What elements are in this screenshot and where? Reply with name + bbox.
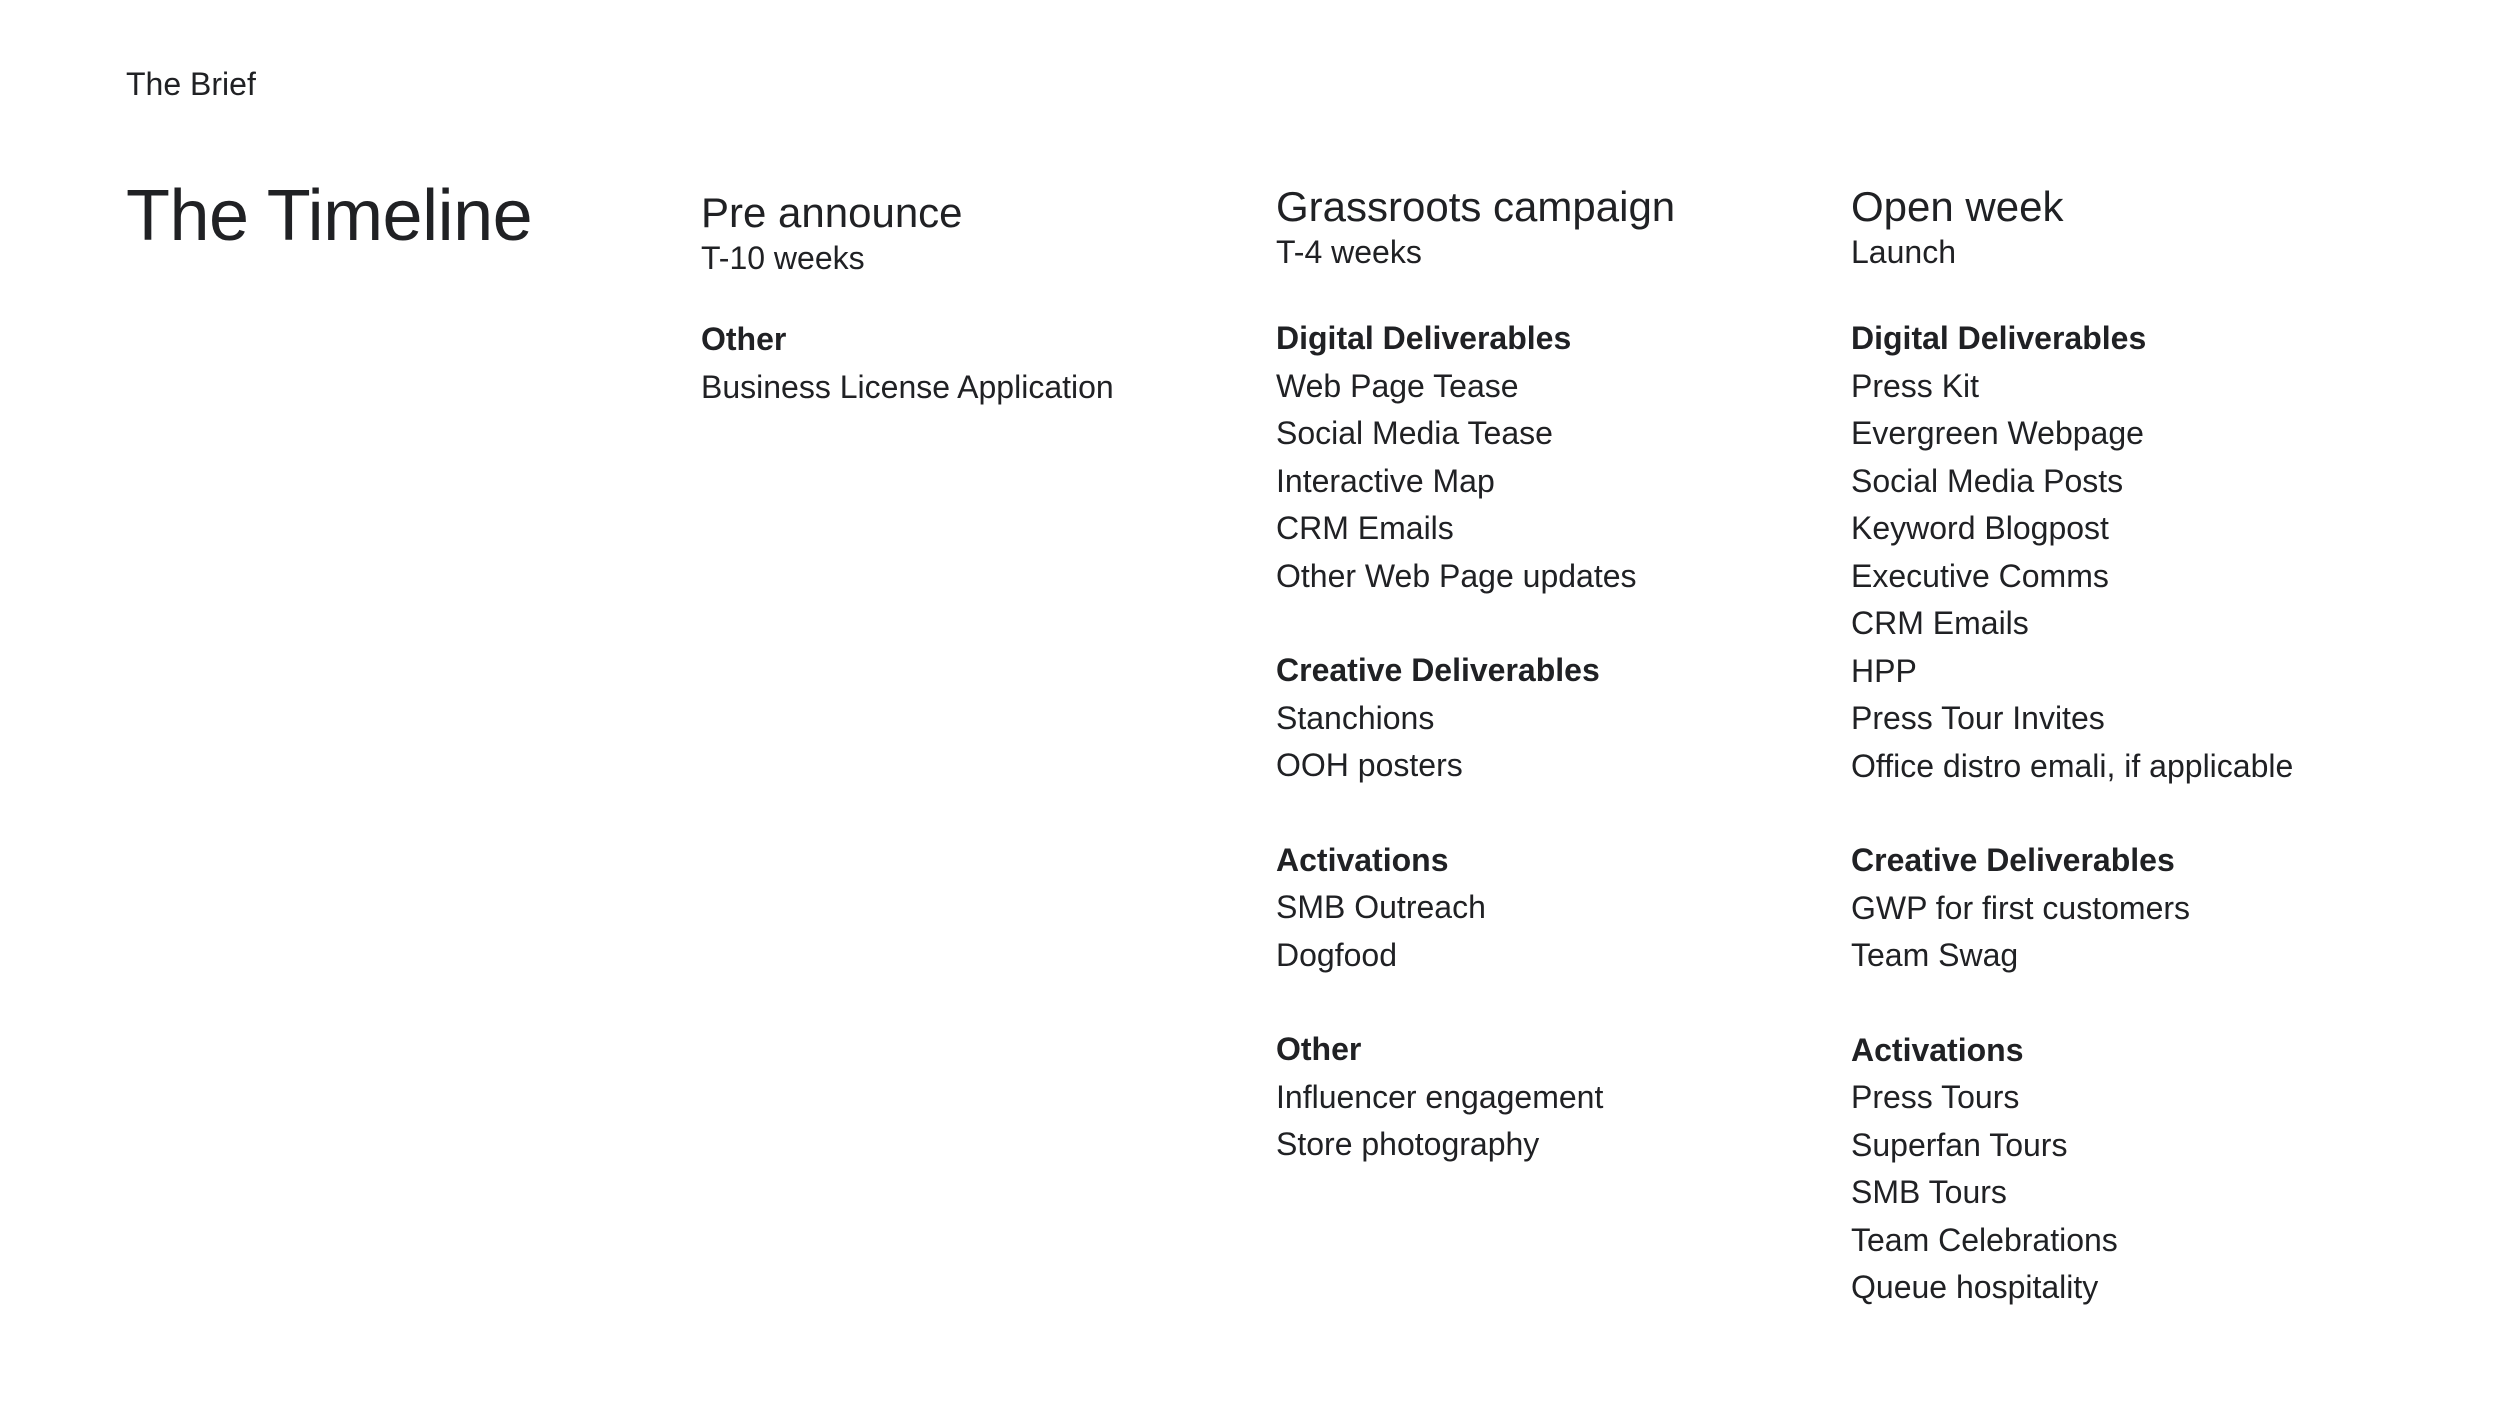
phase-subtitle: T-4 weeks (1276, 234, 1422, 270)
section-title: Digital Deliverables (1851, 320, 2147, 356)
list-item: Press Tours (1851, 1079, 2020, 1115)
list-item: Web Page Tease (1276, 367, 1519, 404)
phase-subtitle: Launch (1851, 234, 1956, 270)
section-other (1276, 1026, 1816, 1169)
phase-pre-announce (701, 188, 1241, 411)
list-item: Executive Comms (1851, 557, 2109, 594)
list-item: Team Celebrations (1851, 1221, 2118, 1258)
list-item: Store photography (1276, 1126, 1540, 1162)
section-title: Creative Deliverables (1851, 842, 2175, 878)
phase-subtitle: T-10 weeks (701, 240, 865, 276)
list-item: Stanchions (1276, 699, 1435, 736)
page-title: The Timeline (126, 176, 533, 256)
section-title: Activations (1851, 1031, 2024, 1068)
section-title: Digital Deliverables (1276, 320, 1572, 356)
phase-grassroots-campaign (1276, 182, 1816, 1169)
section-other (701, 316, 1241, 411)
list-item: GWP for first customers (1851, 889, 2191, 926)
phase-title: Grassroots campaign (1276, 183, 1676, 230)
list-item: Press Tour Invites (1851, 700, 2105, 736)
section-items (1276, 1074, 1816, 1169)
list-item: Other Web Page updates (1276, 557, 1637, 594)
section-digital-deliverables (1851, 315, 2391, 790)
list-item: Dogfood (1276, 936, 1397, 973)
section-items (1276, 884, 1816, 979)
list-item: SMB Outreach (1276, 889, 1486, 925)
section-creative-deliverables (1276, 647, 1816, 790)
list-item: SMB Tours (1851, 1174, 2007, 1210)
list-item: Business License Application (701, 368, 1114, 405)
list-item: Social Media Posts (1851, 462, 2124, 499)
section-items (701, 364, 1241, 412)
section-title: Other (1276, 1031, 1362, 1067)
list-item: Superfan Tours (1851, 1126, 2068, 1163)
phase-title: Open week (1851, 183, 2064, 230)
section-title: Creative Deliverables (1276, 652, 1600, 688)
list-item: OOH posters (1276, 747, 1463, 783)
list-item: Keyword Blogpost (1851, 510, 2109, 546)
section-items (1851, 1074, 2391, 1312)
list-item: Team Swag (1851, 937, 2019, 973)
section-items (1851, 363, 2391, 791)
list-item: Evergreen Webpage (1851, 415, 2144, 451)
section-items (1276, 695, 1816, 790)
list-item: Press Kit (1851, 367, 1980, 404)
phase-open-week (1851, 182, 2391, 1312)
list-item: Queue hospitality (1851, 1269, 2099, 1305)
phase-title: Pre announce (701, 189, 963, 236)
section-title: Activations (1276, 841, 1449, 878)
list-item: CRM Emails (1851, 605, 2029, 641)
section-activations (1851, 1027, 2391, 1312)
brief-label: The Brief (126, 66, 256, 102)
list-item: Influencer engagement (1276, 1078, 1604, 1115)
list-item: Social Media Tease (1276, 415, 1553, 451)
list-item: CRM Emails (1276, 510, 1454, 546)
section-creative-deliverables (1851, 837, 2391, 980)
section-activations (1276, 837, 1816, 980)
section-items (1276, 363, 1816, 601)
list-item: HPP (1851, 652, 1917, 689)
section-items (1851, 885, 2391, 980)
list-item: Interactive Map (1276, 462, 1495, 499)
list-item: Office distro emali, if applicable (1851, 747, 2294, 784)
section-digital-deliverables (1276, 315, 1816, 600)
section-title: Other (701, 321, 787, 357)
